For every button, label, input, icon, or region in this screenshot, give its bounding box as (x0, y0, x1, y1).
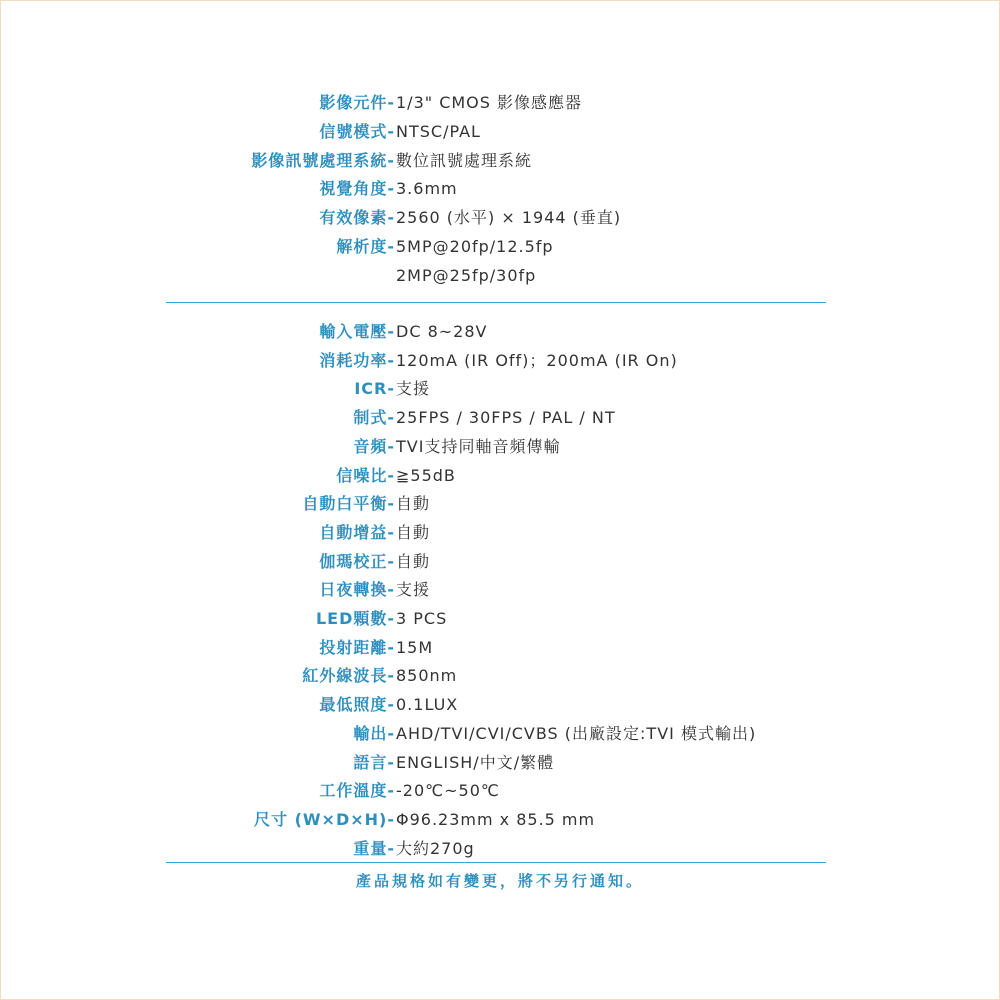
spec-row (0, 576, 1000, 604)
spec-label: 有效像素- (319, 208, 395, 228)
spec-label: 投射距離- (319, 637, 395, 657)
spec-row (0, 375, 1000, 403)
spec-row (0, 720, 1000, 748)
spec-value: 5MP@20fp/12.5fp (396, 237, 554, 256)
spec-label: 日夜轉換- (319, 580, 395, 600)
spec-label: 影像訊號處理系統- (251, 150, 395, 170)
spec-label: 信號模式- (319, 121, 395, 141)
spec-row (0, 548, 1000, 576)
spec-value: ENGLISH/中文/繁體 (396, 752, 555, 772)
spec-value: 1/3" CMOS 影像感應器 (396, 93, 583, 112)
spec-row (0, 433, 1000, 461)
spec-value: 0.1LUX (396, 695, 459, 715)
spec-label: ICR- (354, 379, 395, 399)
spec-label: 音頻- (353, 436, 395, 456)
spec-row (0, 835, 1000, 863)
spec-value: 自動 (396, 522, 431, 542)
spec-value: AHD/TVI/CVI/CVBS (出廠設定:TVI 模式輸出) (396, 723, 757, 743)
spec-value: TVI支持同軸音頻傳輸 (396, 436, 561, 456)
spec-label: 消耗功率- (319, 350, 395, 370)
spec-row (0, 204, 1000, 232)
spec-row (0, 605, 1000, 633)
spec-label: 伽瑪校正- (319, 551, 395, 571)
spec-label: 工作溫度- (319, 781, 395, 801)
spec-label: 尺寸 (W×D×H)- (254, 809, 395, 829)
spec-label: 最低照度- (319, 695, 395, 715)
spec-value: 850nm (396, 666, 458, 686)
spec-value: 數位訊號處理系統 (396, 150, 533, 170)
spec-value: 支援 (396, 580, 431, 600)
spec-label: 輸入電壓- (319, 322, 395, 341)
spec-row (0, 347, 1000, 375)
spec-row (0, 634, 1000, 662)
section-divider-top (166, 302, 826, 303)
spec-row (0, 175, 1000, 203)
spec-row (0, 806, 1000, 834)
spec-row (0, 462, 1000, 490)
spec-row (0, 749, 1000, 777)
spec-label: 制式- (353, 408, 395, 428)
spec-label: 語言- (353, 752, 395, 772)
spec-value: 自動 (396, 551, 431, 571)
spec-value: 自動 (396, 494, 431, 514)
spec-value: 3.6mm (396, 179, 458, 199)
spec-label: 視覺角度- (319, 179, 395, 199)
spec-row (0, 318, 1000, 346)
spec-value: NTSC/PAL (396, 121, 481, 141)
spec-row (0, 490, 1000, 518)
spec-row (0, 262, 1000, 290)
spec-row (0, 519, 1000, 547)
spec-value: 120mA (IR Off)；200mA (IR On) (396, 350, 678, 370)
spec-label: 輸出- (353, 723, 395, 743)
spec-value: Φ96.23mm x 85.5 mm (396, 809, 596, 829)
spec-row (0, 147, 1000, 175)
section-divider-bottom (166, 862, 826, 863)
spec-value: -20℃~50℃ (396, 781, 500, 801)
spec-label: 信噪比- (336, 465, 395, 485)
spec-row (0, 691, 1000, 719)
spec-label: LED顆數- (315, 609, 395, 628)
spec-label: 紅外線波長- (302, 666, 395, 686)
spec-row (0, 662, 1000, 690)
spec-row (0, 777, 1000, 805)
spec-label: 自動增益- (319, 522, 395, 542)
spec-value: 3 PCS (396, 609, 448, 628)
disclaimer-note: 產品規格如有變更，將不另行通知。 (355, 872, 644, 890)
spec-label: 影像元件- (319, 93, 395, 112)
spec-value: 大約270g (396, 838, 475, 858)
spec-label: 解析度- (336, 237, 395, 256)
spec-row (0, 404, 1000, 432)
spec-row (0, 89, 1000, 117)
spec-row (0, 233, 1000, 261)
spec-value: ≧55dB (396, 465, 456, 485)
spec-value: 15M (396, 637, 434, 657)
spec-value: 25FPS / 30FPS / PAL / NT (396, 408, 616, 428)
spec-value: 2560 (水平) × 1944 (垂直) (396, 208, 622, 228)
spec-label: 重量- (353, 838, 395, 858)
spec-label: 自動白平衡- (302, 494, 395, 514)
spec-row (0, 118, 1000, 146)
spec-value: 2MP@25fp/30fp (396, 265, 537, 285)
spec-value: DC 8~28V (396, 322, 488, 341)
spec-value: 支援 (396, 379, 431, 399)
